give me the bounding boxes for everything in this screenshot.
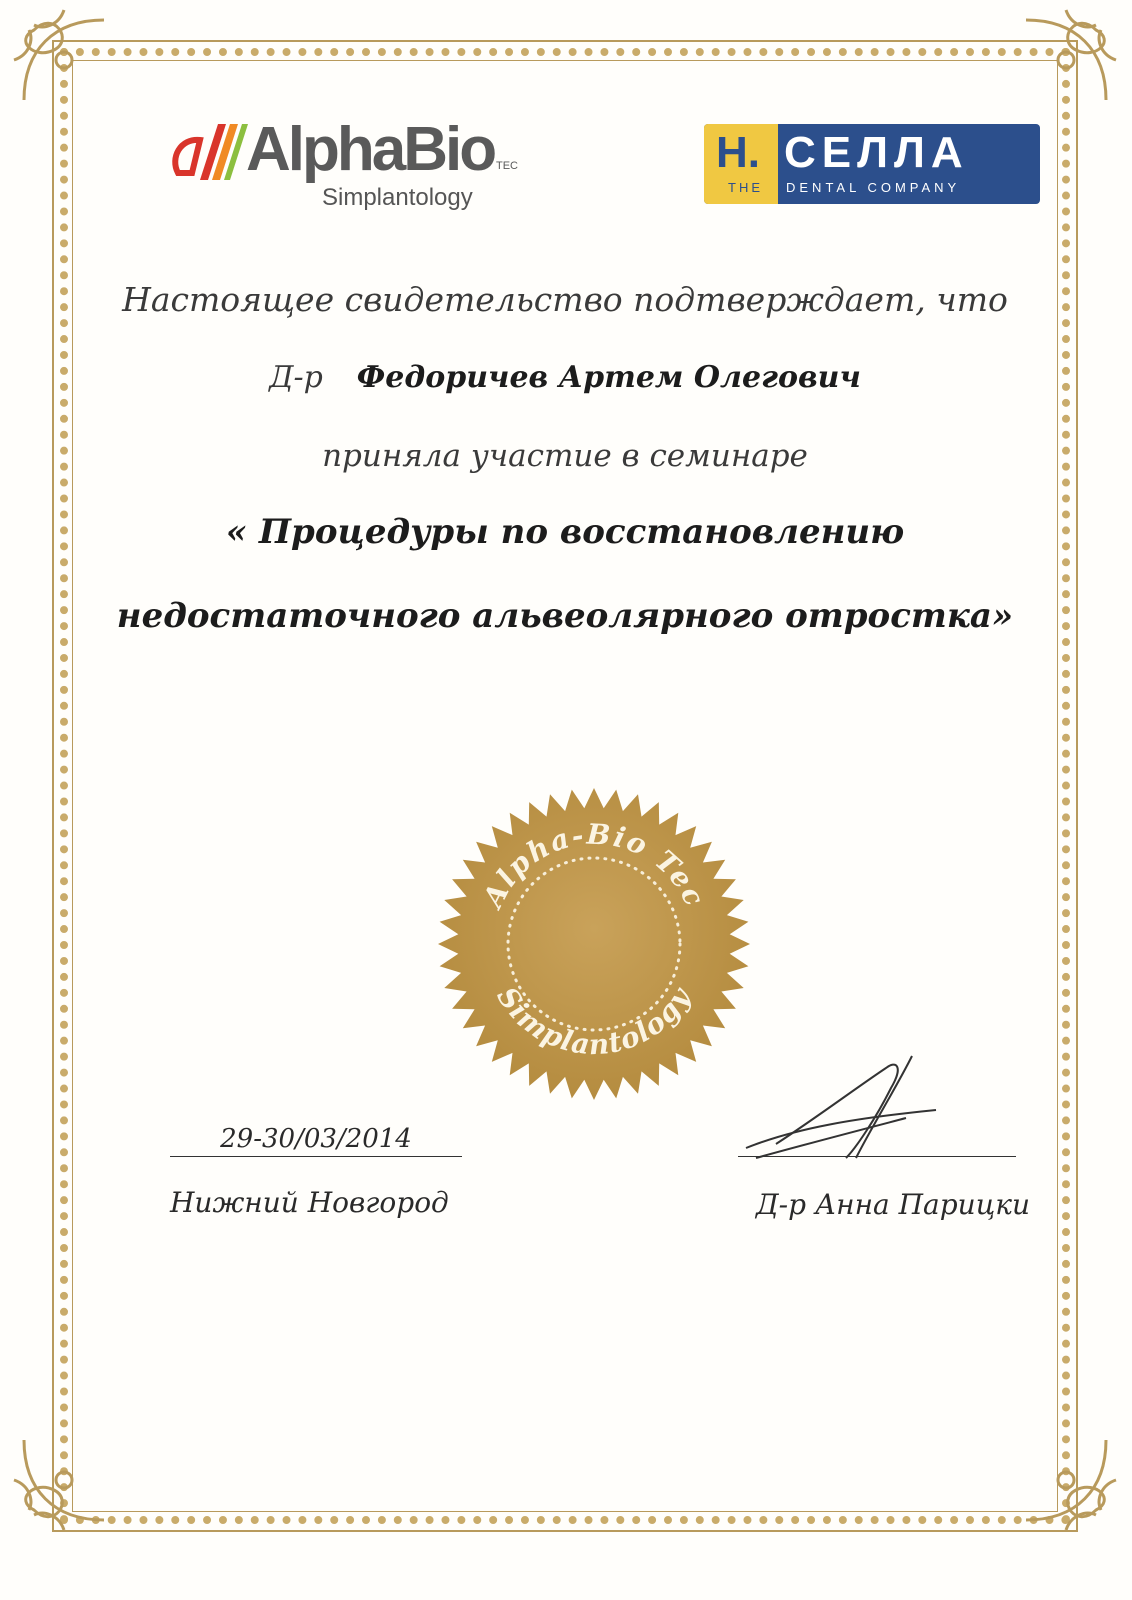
alphabio-tec-label: TEC [496,160,518,172]
cella-logo [704,124,1040,204]
corner-ornament-icon [1006,1420,1126,1540]
corner-ornament-icon [4,1420,124,1540]
cella-the-label: THE [728,180,763,195]
signer-name: Д-р Анна Парицки [755,1188,1030,1221]
seminar-title-line1: « Процедуры по восстановлению [225,512,905,552]
signature-icon [736,1048,956,1168]
alphabio-mark-icon [170,118,250,188]
cella-tagline: DENTAL COMPANY [786,180,961,195]
alphabio-tagline: Simplantology [322,184,473,211]
corner-ornament-icon [1006,0,1126,120]
recipient-row [80,360,1050,395]
gold-seal [436,786,752,1102]
certificate-intro: Настоящее свидетельство подтверждает, что [122,280,1008,319]
seal-top-text: Alpha-Bio Tec [476,817,712,913]
cella-h-block [704,124,778,204]
seminar-title-line2: недостаточного альвеолярного отростка» [116,596,1014,636]
cella-wordmark: СЕЛЛА [784,128,969,177]
recipient-prefix: Д-р [269,360,323,395]
alphabio-logo [170,110,550,220]
cella-letter: H. [716,128,760,177]
corner-ornament-icon [4,0,124,120]
seal-bottom-text: Simplantology [490,981,698,1062]
seminar-city: Нижний Новгород [170,1186,449,1219]
signature-line [738,1156,1016,1157]
alphabio-wordmark: AlphaBio [246,115,495,184]
seminar-date: 29-30/03/2014 [170,1124,462,1157]
recipient-name: Федоричев Артем Олегович [356,360,861,395]
participation-text: приняла участие в семинаре [322,438,808,474]
